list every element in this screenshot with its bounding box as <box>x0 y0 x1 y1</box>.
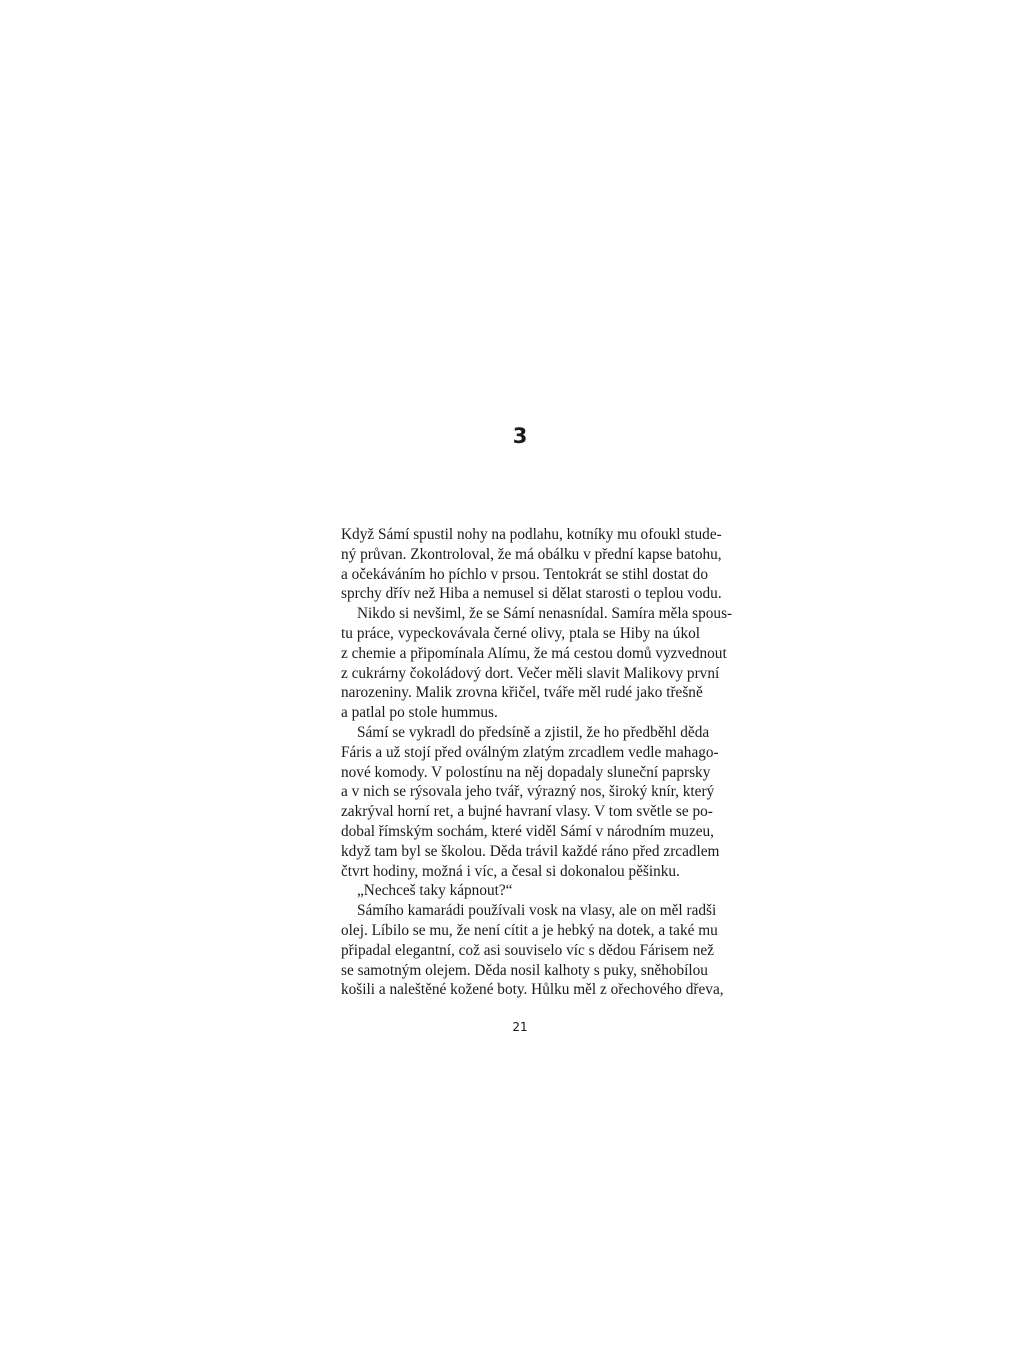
text-line: a očekáváním ho píchlo v prsou. Tentokrát se stihl dostat do <box>341 565 708 583</box>
text-line: tu práce, vypeckovávala černé olivy, ptala se Hiby na úkol <box>341 624 700 642</box>
text-line: když tam byl se školou. Děda trávil každé ráno před zrcadlem <box>341 842 720 860</box>
text-line: z chemie a připomínala Alímu, že má cestou domů vyzvednout <box>341 644 727 662</box>
text-line: narozeniny. Malik zrovna křičel, tváře měl rudé jako třešně <box>341 684 703 702</box>
text-line: ný průvan. Zkontroloval, že má obálku v přední kapse batohu, <box>341 545 722 563</box>
text-line: košili a naleštěné kožené boty. Hůlku měl z ořechového dřeva, <box>341 981 724 999</box>
text-line: připadal elegantní, což asi souviselo víc s dědou Fárisem než <box>341 941 714 959</box>
text-line: Nikdo si nevšiml, že se Sámí nenasnídal. Samíra měla spous- <box>357 605 733 623</box>
text-line: sprchy dřív než Hiba a nemusel si dělat starosti o teplou vodu. <box>341 585 722 603</box>
text-line: a patlal po stole hummus. <box>341 704 498 722</box>
text-line: Když Sámí spustil nohy na podlahu, kotníky mu ofoukl stude- <box>341 526 722 543</box>
page-number: 21 <box>512 1020 528 1034</box>
text-line: Fáris a už stojí před oválným zlatým zrcadlem vedle mahago- <box>341 743 719 761</box>
text-line: se samotným olejem. Děda nosil kalhoty s puky, sněhobílou <box>341 961 708 979</box>
chapter-number: 3 <box>512 424 528 448</box>
text-line: Sámí se vykradl do předsíně a zjistil, že ho předběhl děda <box>357 723 710 741</box>
text-line: Sámího kamarádi používali vosk na vlasy, ale on měl radši <box>357 902 717 920</box>
text-line: nové komody. V polostínu na něj dopadaly sluneční paprsky <box>341 763 711 781</box>
text-line: zakrýval horní ret, a bujné havraní vlasy. V tom světle se po- <box>341 803 713 821</box>
text-line: olej. Líbilo se mu, že není cítit a je hebký na dotek, a také mu <box>341 921 718 939</box>
text-line: z cukrárny čokoládový dort. Večer měli slavit Malikovy první <box>341 664 720 682</box>
text-line: „Nechceš taky kápnout?“ <box>357 882 513 900</box>
text-line: čtvrt hodiny, možná i víc, a česal si dokonalou pěšinku. <box>341 862 680 880</box>
text-line: dobal římským sochám, které viděl Sámí v národním muzeu, <box>341 822 714 840</box>
text-line: a v nich se rýsovala jeho tvář, výrazný nos, široký knír, který <box>341 783 715 801</box>
chapter-body-text <box>341 525 733 1000</box>
